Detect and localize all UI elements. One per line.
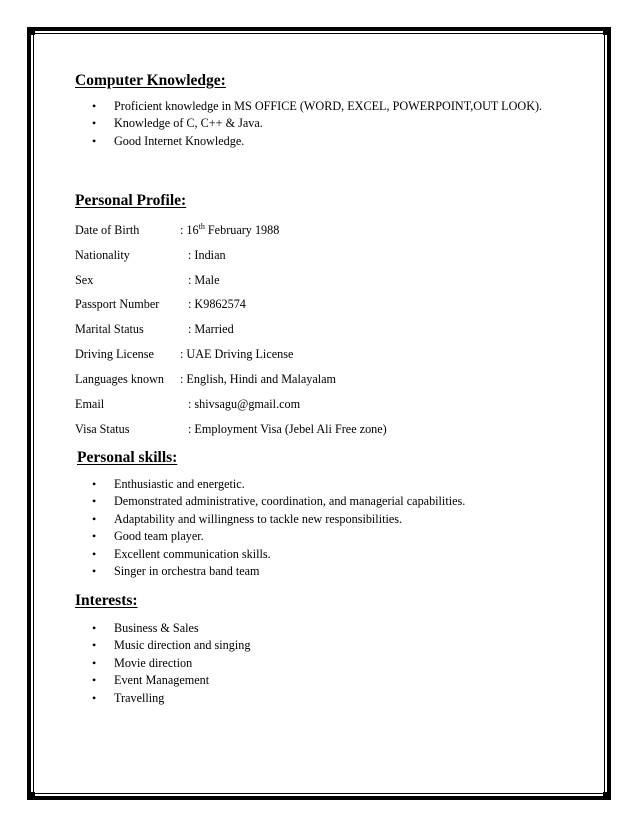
- profile-label: Nationality: [75, 248, 130, 262]
- list-item: • Adaptability and willingness to tackle new responsibilities.: [75, 511, 465, 528]
- list-item: • Music direction and singing: [75, 637, 250, 654]
- computer-knowledge-heading: Computer Knowledge:: [75, 72, 226, 89]
- profile-value: [180, 222, 279, 238]
- list-item: • Movie direction: [75, 655, 250, 672]
- list-item: • Travelling: [75, 690, 250, 707]
- dob-ordinal: th: [198, 221, 205, 231]
- dob-day: : 16: [180, 223, 199, 237]
- list-item: • Singer in orchestra band team: [75, 563, 465, 580]
- computer-knowledge-list: [75, 98, 542, 150]
- profile-label: Languages known: [75, 372, 165, 386]
- dob-month-year: February 1988: [204, 223, 280, 237]
- list-item: • Excellent communication skills.: [75, 546, 465, 563]
- profile-label: Sex: [75, 273, 94, 287]
- list-item: • Proficient knowledge in MS OFFICE (WORD, EXCEL, POWERPOINT,OUT LOOK).: [75, 98, 542, 115]
- profile-value: : UAE Driving License: [180, 347, 294, 361]
- list-item: • Demonstrated administrative, coordination, and managerial capabilities.: [75, 493, 465, 510]
- interests-list: [75, 620, 250, 707]
- profile-value: : shivsagu@gmail.com: [188, 397, 301, 411]
- list-item: • Good Internet Knowledge.: [75, 133, 542, 150]
- interests-heading: Interests:: [75, 592, 138, 609]
- profile-value: : Employment Visa (Jebel Ali Free zone): [188, 422, 387, 436]
- list-item: • Business & Sales: [75, 620, 250, 637]
- list-item: • Event Management: [75, 672, 250, 689]
- personal-skills-heading: Personal skills:: [77, 449, 178, 466]
- profile-label: Visa Status: [75, 422, 130, 436]
- profile-label: Email: [75, 397, 105, 411]
- profile-value: : Married: [188, 322, 234, 336]
- list-item: • Good team player.: [75, 528, 465, 545]
- personal-skills-list: [75, 476, 465, 580]
- profile-value: : Male: [188, 273, 220, 287]
- profile-label: Date of Birth: [75, 223, 140, 237]
- profile-value: : K9862574: [188, 297, 246, 311]
- personal-profile-heading: Personal Profile:: [75, 192, 187, 209]
- profile-label: Driving License: [75, 347, 154, 361]
- profile-value: : English, Hindi and Malayalam: [180, 372, 337, 386]
- profile-value: : Indian: [188, 248, 226, 262]
- list-item: • Enthusiastic and energetic.: [75, 476, 465, 493]
- profile-label: Passport Number: [75, 297, 160, 311]
- profile-label: Marital Status: [75, 322, 144, 336]
- list-item: • Knowledge of C, C++ & Java.: [75, 115, 542, 132]
